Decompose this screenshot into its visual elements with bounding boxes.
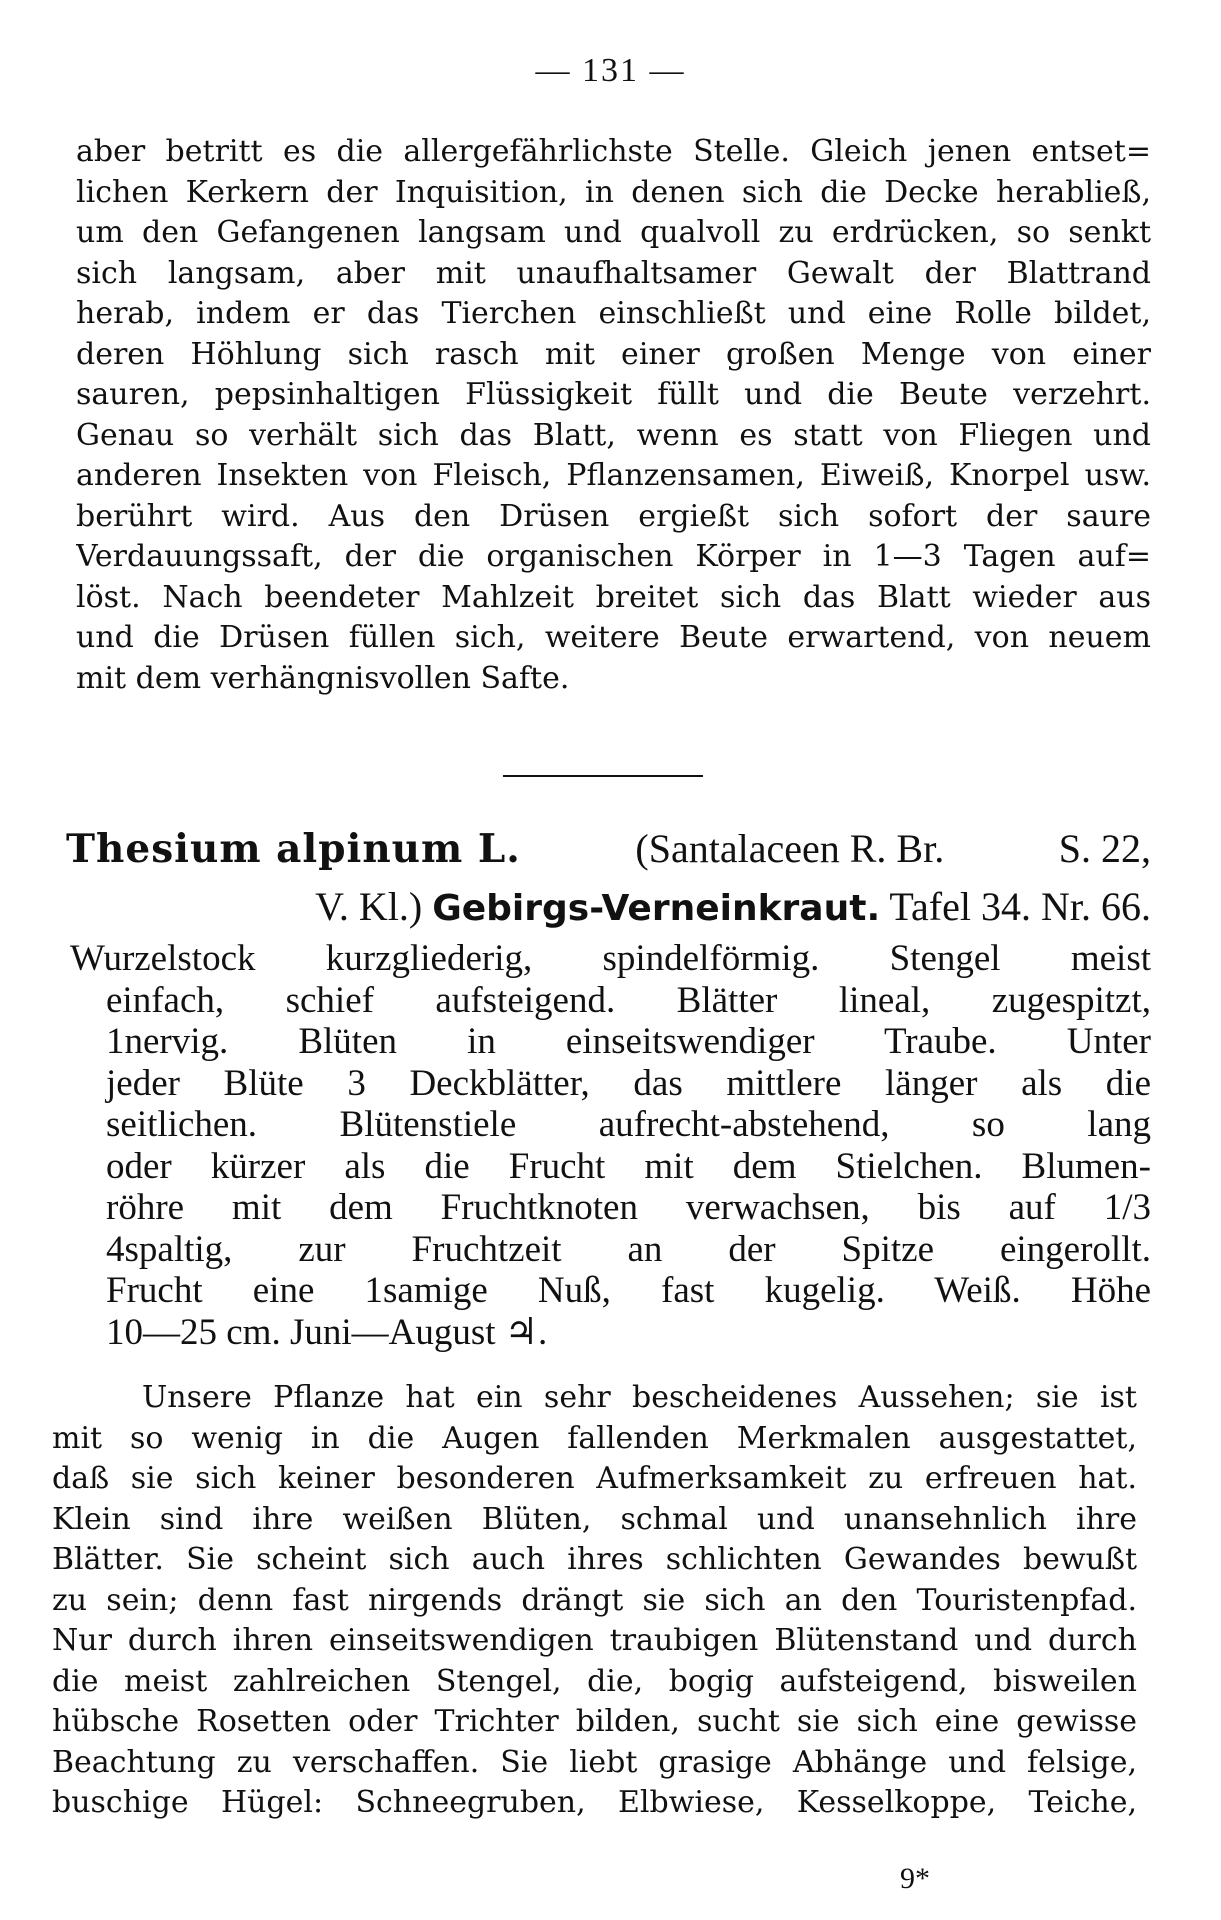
common-name: Gebirgs-Verneinkraut. [432,888,881,929]
text-line: sich langsam, aber mit unaufhaltsamer Gewalt der Blattrand [76,255,1151,291]
text-line: Unsere Pflanze hat ein sehr bescheidenes Aussehen; sie ist [142,1380,1137,1415]
text-line: deren Höhlung sich rasch mit einer großen Menge von einer [76,336,1151,372]
page-number: — 131 — [535,52,686,89]
description-line: oder kürzer als die Frucht mit dem Stielchen. Blumen- [106,1145,1151,1187]
description-line: Wurzelstock kurzgliederig, spindelförmig. Stengel meist [70,938,1151,979]
text-line: aber betritt es die allergefährlichste Stelle. Gleich jenen entset= [76,134,1151,169]
description-line: seitlichen. Blütenstiele aufrecht-abstehend, so lang [106,1104,1151,1145]
text-line: Klein sind ihre weißen Blüten, schmal und unansehnlich ihre [52,1501,1137,1537]
text-line: Beachtung zu verschaffen. Sie liebt grasige Abhänge und felsige, [52,1744,1137,1780]
description-line: 4spaltig, zur Fruchtzeit an der Spitze eingerollt. [106,1228,1151,1270]
section-divider [503,775,703,777]
linnaean-class: V. Kl.) [315,884,423,929]
text-line: daß sie sich keiner besonderen Aufmerksamkeit zu erfreuen hat. [52,1461,1137,1496]
species-heading [66,820,1151,938]
description-line: 10—25 cm. Juni—August ♃. [106,1311,548,1353]
family-name: (Santalaceen R. Br. [635,826,945,871]
text-line: die meist zahlreichen Stengel, die, bogig aufsteigend, bisweilen [52,1663,1137,1699]
description-line: Frucht eine 1samige Nuß, fast kugelig. Weiß. Höhe [106,1270,1151,1311]
text-line: hübsche Rosetten oder Trichter bilden, sucht sie sich eine gewisse [52,1704,1137,1739]
description-line: jeder Blüte 3 Deckblätter, das mittlere länger als die [106,1062,1151,1104]
text-line: buschige Hügel: Schneegruben, Elbwiese, Kesselkoppe, Teiche, [52,1785,1137,1820]
description-line: 1nervig. Blüten in einseitswendiger Traube. Unter [106,1021,1151,1062]
text-line: zu sein; denn fast nirgends drängt sie sich an den Touristenpfad. [52,1582,1137,1618]
text-line: mit so wenig in die Augen fallenden Merkmalen ausgestattet, [52,1420,1137,1456]
text-line: Blätter. Sie scheint sich auch ihres schlichten Gewandes bewußt [52,1542,1137,1577]
text-line: mit dem verhängnisvollen Safte. [76,660,570,696]
text-line: herab, indem er das Tierchen einschließt und eine Rolle bildet, [76,296,1151,331]
species-description [70,938,1151,1353]
text-line: und die Drüsen füllen sich, weitere Beute erwartend, von neuem [76,620,1151,655]
description-line: einfach, schief aufsteigend. Blätter lineal, zugespitzt, [106,979,1151,1021]
page-reference: S. 22, [1058,826,1151,871]
text-line: Verdauungssaft, der die organischen Körper in 1—3 Tagen auf= [76,539,1151,574]
latin-name: Thesium alpinum L. [66,826,521,872]
signature-mark: 9* [900,1862,930,1895]
text-line: anderen Insekten von Fleisch, Pflanzensamen, Eiweiß, Knorpel usw. [76,458,1151,493]
plate-reference: Tafel 34. Nr. 66. [889,884,1151,929]
text-line: lichen Kerkern der Inquisition, in denen sich die Decke herabließ, [76,174,1151,210]
description-line: röhre mit dem Fruchtknoten verwachsen, bis auf 1/3 [106,1187,1151,1228]
paragraph-drosera [76,132,1151,699]
text-line: Genau so verhält sich das Blatt, wenn es statt von Fliegen und [76,417,1151,453]
text-line: löst. Nach beendeter Mahlzeit breitet sich das Blatt wieder aus [76,579,1151,615]
paragraph-thesium [52,1378,1137,1824]
text-line: Nur durch ihren einseitswendigen traubigen Blütenstand und durch [52,1623,1137,1658]
text-line: berührt wird. Aus den Drüsen ergießt sich sofort der saure [76,498,1151,534]
text-line: sauren, pepsinhaltigen Flüssigkeit füllt und die Beute verzehrt. [76,377,1151,412]
text-line: um den Gefangenen langsam und qualvoll zu erdrücken, so senkt [76,215,1151,250]
